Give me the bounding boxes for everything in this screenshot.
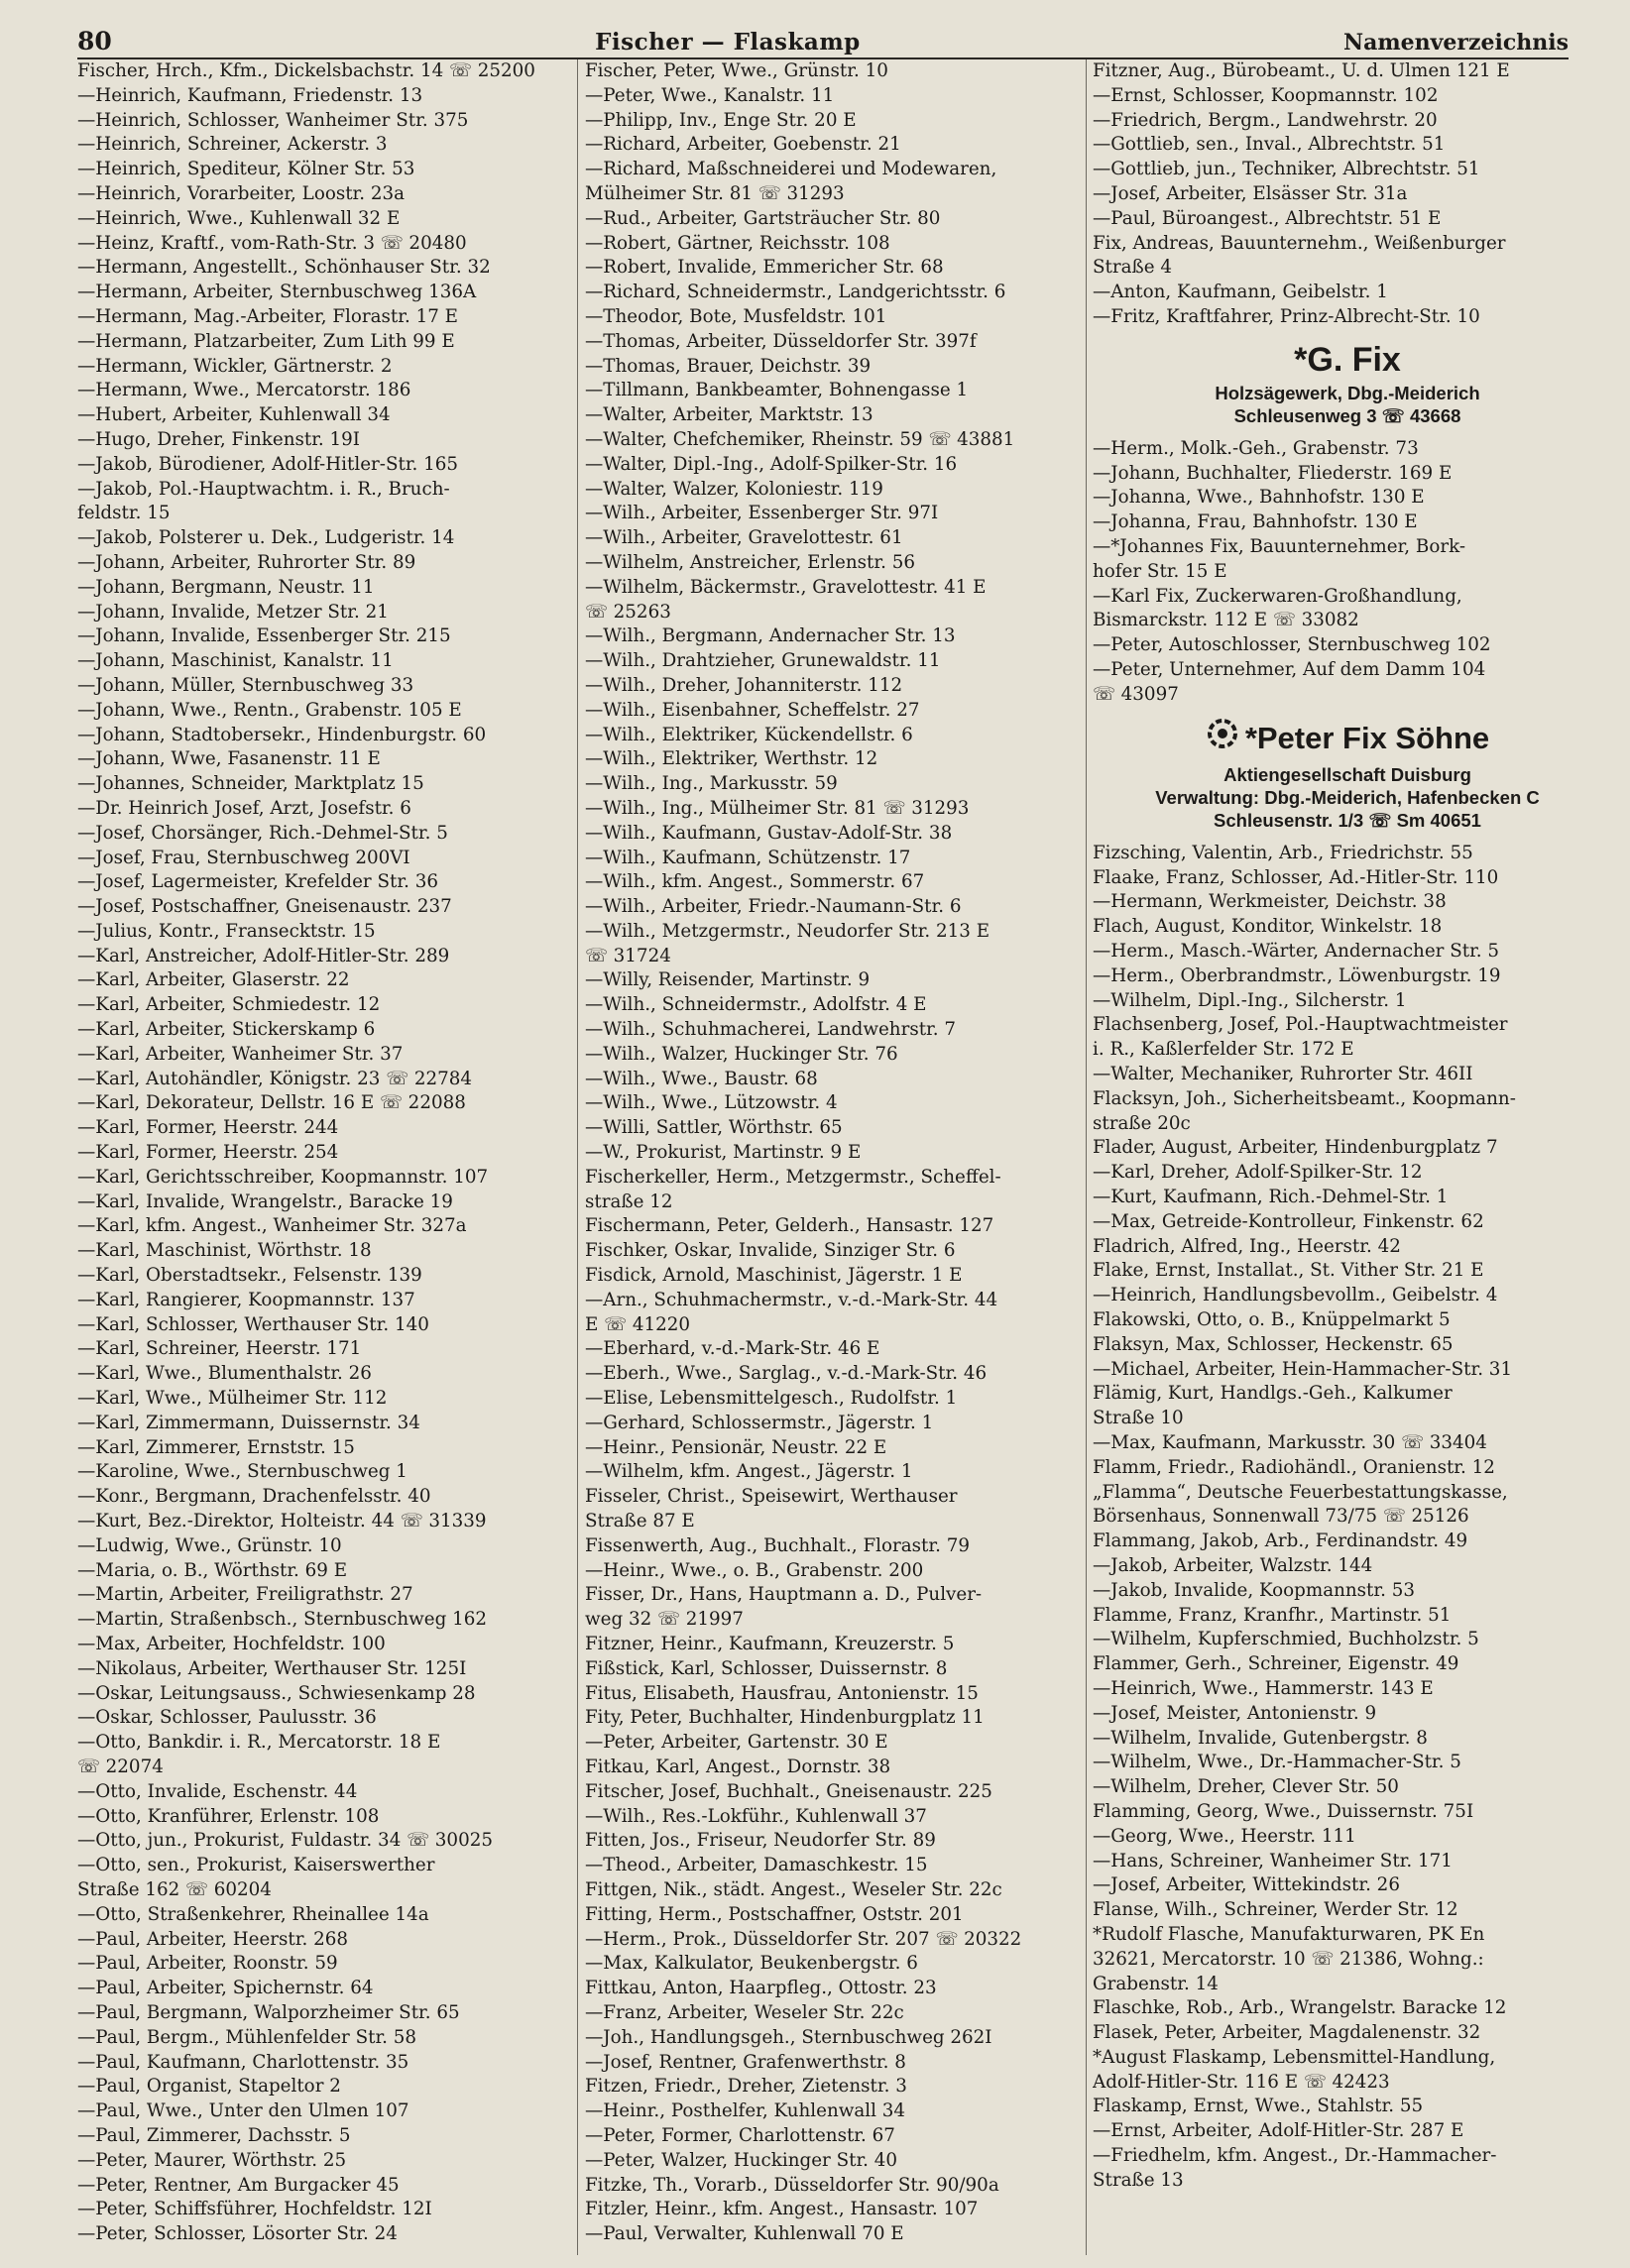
directory-entry: —Josef, Chorsänger, Rich.-Dehmel-Str. 5 bbox=[77, 822, 448, 844]
directory-entry: —Johann, Invalide, Essenberger Str. 215 bbox=[77, 625, 451, 647]
directory-entry: Flasek, Peter, Arbeiter, Magdalenenstr. 32 bbox=[1093, 2022, 1481, 2044]
directory-entry: Straße 10 bbox=[1093, 1408, 1184, 1429]
directory-entry: —Johann, Stadtobersekr., Hindenburgstr. 60 bbox=[77, 724, 487, 745]
directory-entry: Fitus, Elisabeth, Hausfrau, Antonienstr. 15 bbox=[585, 1682, 979, 1704]
company-logo-icon bbox=[1206, 717, 1239, 763]
directory-entry: —Thomas, Arbeiter, Düsseldorfer Str. 397f bbox=[585, 330, 977, 352]
directory-entry: —Michael, Arbeiter, Hein-Hammacher-Str. 31 bbox=[1093, 1358, 1513, 1380]
directory-entry: —Wilh., Arbeiter, Essenberger Str. 97I bbox=[585, 503, 939, 524]
ad-g-fix-title: *G. Fix bbox=[1294, 340, 1401, 379]
directory-entry: —Karl, Wwe., Mülheimer Str. 112 bbox=[77, 1388, 388, 1410]
directory-entry: Flake, Ernst, Installat., St. Vither Str. 21 E bbox=[1093, 1260, 1484, 1282]
directory-entry: —Walter, Mechaniker, Ruhrorter Str. 46II bbox=[1093, 1064, 1473, 1085]
directory-entry: —Jakob, Invalide, Koopmannstr. 53 bbox=[1093, 1579, 1415, 1601]
directory-entry: —Wilh., Res.-Lokführ., Kuhlenwall 37 bbox=[585, 1805, 927, 1827]
page-header bbox=[77, 20, 1569, 59]
directory-entry: —Hermann, Angestellt., Schönhauser Str. 32 bbox=[77, 257, 491, 279]
directory-entry: —Peter, Wwe., Kanalstr. 11 bbox=[585, 84, 835, 106]
directory-entry: —Karl, Former, Heerstr. 244 bbox=[77, 1117, 339, 1139]
directory-entry: —Hermann, Wwe., Mercatorstr. 186 bbox=[77, 380, 411, 401]
directory-entry: Fischker, Oskar, Invalide, Sinziger Str. 6 bbox=[585, 1240, 956, 1262]
directory-entry: Grabenstr. 14 bbox=[1093, 1973, 1219, 1994]
directory-entry: —W., Prokurist, Martinstr. 9 E bbox=[585, 1142, 862, 1164]
directory-entry: —Wilhelm, Wwe., Dr.-Hammacher-Str. 5 bbox=[1093, 1752, 1461, 1773]
directory-entry: —Otto, Straßenkehrer, Rheinallee 14a bbox=[77, 1903, 429, 1925]
directory-entry: —Hugo, Dreher, Finkenstr. 19I bbox=[77, 428, 361, 450]
directory-entry: —Otto, jun., Prokurist, Fuldastr. 34 ☏ 30025 bbox=[77, 1830, 493, 1852]
directory-entry: Flammer, Gerh., Schreiner, Eigenstr. 49 bbox=[1093, 1653, 1459, 1675]
directory-entry: straße 12 bbox=[585, 1191, 673, 1212]
directory-entry: —Wilh., Ing., Mülheimer Str. 81 ☏ 31293 bbox=[585, 797, 970, 819]
directory-entry: —Karl, Wwe., Blumenthalstr. 26 bbox=[77, 1363, 372, 1385]
directory-entry: —Wilhelm, Dipl.-Ing., Silcherstr. 1 bbox=[1093, 989, 1407, 1011]
directory-entry: —Johann, Wwe, Fasanenstr. 11 E bbox=[77, 748, 381, 770]
directory-entry: —Hermann, Platzarbeiter, Zum Lith 99 E bbox=[77, 330, 455, 352]
directory-entry: „Flamma“, Deutsche Feuerbestattungskasse, bbox=[1093, 1481, 1508, 1503]
directory-entry: —Wilh., Walzer, Huckinger Str. 76 bbox=[585, 1043, 898, 1065]
directory-entry: —Karl, Arbeiter, Stickerskamp 6 bbox=[77, 1019, 376, 1041]
directory-entry: —Kurt, Kaufmann, Rich.-Dehmel-Str. 1 bbox=[1093, 1187, 1449, 1207]
directory-entry: —Johann, Invalide, Metzer Str. 21 bbox=[77, 601, 389, 623]
directory-entry: —Robert, Invalide, Emmericher Str. 68 bbox=[585, 257, 944, 279]
directory-entry: —Johanna, Frau, Bahnhofstr. 130 E bbox=[1093, 511, 1418, 533]
directory-entry: —Paul, Büroangest., Albrechtstr. 51 E bbox=[1093, 207, 1442, 229]
directory-entry: weg 32 ☏ 21997 bbox=[585, 1609, 744, 1631]
directory-entry: —Karoline, Wwe., Sternbuschweg 1 bbox=[77, 1461, 408, 1483]
directory-entry: Fladrich, Alfred, Ing., Heerstr. 42 bbox=[1093, 1235, 1401, 1257]
directory-entry: —Peter, Schiffsführer, Hochfeldstr. 12I bbox=[77, 2199, 432, 2220]
directory-entry: —Fritz, Kraftfahrer, Prinz-Albrecht-Str. 10 bbox=[1093, 305, 1480, 327]
directory-entry: —Otto, Bankdir. i. R., Mercatorstr. 18 E bbox=[77, 1732, 441, 1754]
directory-entry: —Wilh., Schuhmacherei, Landwehrstr. 7 bbox=[585, 1019, 957, 1041]
column-1 bbox=[77, 59, 571, 2247]
directory-entry: Fix, Andreas, Bauunternehm., Weißenburger bbox=[1093, 232, 1506, 254]
directory-entry: —Wilhelm, Anstreicher, Erlenstr. 56 bbox=[585, 551, 915, 573]
directory-entry: —Paul, Wwe., Unter den Ulmen 107 bbox=[77, 2100, 409, 2122]
column-3-mid-entries bbox=[1093, 437, 1602, 708]
directory-entry: —Robert, Gärtner, Reichsstr. 108 bbox=[585, 232, 890, 254]
directory-entry: —Paul, Arbeiter, Spichernstr. 64 bbox=[77, 1978, 374, 1999]
directory-entry: —Paul, Arbeiter, Roonstr. 59 bbox=[77, 1953, 338, 1975]
directory-entry: Fitzke, Th., Vorarb., Düsseldorfer Str. 90/90a bbox=[585, 2174, 999, 2196]
directory-entry: —Martin, Arbeiter, Freiligrathstr. 27 bbox=[77, 1584, 413, 1606]
directory-entry: —Rud., Arbeiter, Gartsträucher Str. 80 bbox=[585, 207, 941, 229]
ad-g-fix-line1: Holzsägewerk, Dbg.-Meiderich bbox=[1215, 382, 1480, 403]
directory-entry: —Josef, Postschaffner, Gneisenaustr. 237 bbox=[77, 896, 452, 918]
directory-entry: —Herm., Oberbrandmstr., Löwenburgstr. 19 bbox=[1093, 964, 1501, 986]
directory-entry: —Wilh., kfm. Angest., Sommerstr. 67 bbox=[585, 871, 925, 893]
directory-entry: —Karl, Schlosser, Werthauser Str. 140 bbox=[77, 1313, 429, 1335]
directory-entry: —Max, Kaufmann, Markusstr. 30 ☏ 33404 bbox=[1093, 1431, 1487, 1453]
directory-entry: —Wilh., Kaufmann, Gustav-Adolf-Str. 38 bbox=[585, 822, 953, 844]
directory-entry: —Jakob, Polsterer u. Dek., Ludgeristr. 14 bbox=[77, 527, 455, 549]
directory-entry: —Heinrich, Vorarbeiter, Loostr. 23a bbox=[77, 182, 406, 204]
directory-entry: Flämig, Kurt, Handlgs.-Geh., Kalkumer bbox=[1093, 1383, 1453, 1405]
directory-entry: —Wilh., Bergmann, Andernacher Str. 13 bbox=[585, 625, 956, 647]
directory-entry: —Paul, Arbeiter, Heerstr. 268 bbox=[77, 1928, 349, 1950]
column-3 bbox=[1093, 59, 1602, 2194]
directory-entry: ☏ 25263 bbox=[585, 601, 671, 623]
directory-entry: —Walter, Dipl.-Ing., Adolf-Spilker-Str. 16 bbox=[585, 453, 958, 475]
page-title: Fischer — Flaskamp bbox=[595, 29, 861, 56]
ad-g-fix-line2: Schleusenweg 3 ☏ 43668 bbox=[1233, 404, 1461, 426]
directory-entry: —Karl, Dekorateur, Dellstr. 16 E ☏ 22088 bbox=[77, 1092, 466, 1114]
directory-entry: —Paul, Bergm., Mühlenfelder Str. 58 bbox=[77, 2026, 417, 2048]
directory-entry: —Johann, Arbeiter, Ruhrorter Str. 89 bbox=[77, 551, 416, 573]
directory-entry: Börsenhaus, Sonnenwall 73/75 ☏ 25126 bbox=[1093, 1506, 1469, 1528]
directory-entry: —Jakob, Arbeiter, Walzstr. 144 bbox=[1093, 1554, 1373, 1576]
column-divider bbox=[577, 59, 578, 2255]
directory-entry: —Otto, Invalide, Eschenstr. 44 bbox=[77, 1780, 358, 1802]
directory-entry: —Karl, Former, Heerstr. 254 bbox=[77, 1142, 339, 1164]
directory-entry: —Wilh., Elektriker, Kückendellstr. 6 bbox=[585, 724, 913, 745]
directory-entry: —Dr. Heinrich Josef, Arzt, Josefstr. 6 bbox=[77, 797, 411, 819]
directory-entry: —Karl, Zimmerer, Ernststr. 15 bbox=[77, 1436, 355, 1458]
directory-entry: —Karl, Dreher, Adolf-Spilker-Str. 12 bbox=[1093, 1162, 1423, 1184]
directory-entry: —Walter, Walzer, Koloniestr. 119 bbox=[585, 478, 883, 500]
directory-entry: Fitzler, Heinr., kfm. Angest., Hansastr. 107 bbox=[585, 2199, 979, 2220]
directory-entry: —Walter, Chefchemiker, Rheinstr. 59 ☏ 43881 bbox=[585, 428, 1015, 450]
directory-entry: —Heinrich, Schlosser, Wanheimer Str. 375 bbox=[77, 109, 469, 131]
directory-entry: Fisdick, Arnold, Maschinist, Jägerstr. 1 E bbox=[585, 1265, 963, 1287]
directory-entry: —Theodor, Bote, Musfeldstr. 101 bbox=[585, 305, 887, 327]
directory-entry: —Arn., Schuhmachermstr., v.-d.-Mark-Str. 44 bbox=[585, 1289, 998, 1310]
directory-entry: —Karl, kfm. Angest., Wanheimer Str. 327a bbox=[77, 1215, 467, 1237]
directory-entry: —Heinrich, Spediteur, Kölner Str. 53 bbox=[77, 159, 415, 180]
directory-entry: —Karl, Zimmermann, Duissernstr. 34 bbox=[77, 1412, 420, 1433]
directory-entry: —Peter, Walzer, Huckinger Str. 40 bbox=[585, 2149, 898, 2171]
directory-entry: —Karl, Arbeiter, Schmiedestr. 12 bbox=[77, 994, 381, 1016]
directory-entry: Flaskamp, Ernst, Wwe., Stahlstr. 55 bbox=[1093, 2096, 1424, 2117]
directory-entry: Flamme, Franz, Kranfhr., Martinstr. 51 bbox=[1093, 1604, 1452, 1626]
directory-entry: —Wilh., Kaufmann, Schützenstr. 17 bbox=[585, 847, 911, 868]
directory-entry: —Walter, Arbeiter, Marktstr. 13 bbox=[585, 404, 873, 426]
directory-entry: Flanse, Wilh., Schreiner, Werder Str. 12 bbox=[1093, 1899, 1458, 1921]
directory-entry: —Ernst, Schlosser, Koopmannstr. 102 bbox=[1093, 84, 1439, 106]
directory-entry: —Josef, Lagermeister, Krefelder Str. 36 bbox=[77, 871, 438, 893]
column-3-bottom-entries bbox=[1093, 842, 1602, 2194]
directory-entry: —Friedhelm, kfm. Angest., Dr.-Hammacher- bbox=[1093, 2145, 1497, 2167]
ad-peter-fix-soehne bbox=[1093, 716, 1602, 832]
directory-entry: —Wilh., Wwe., Lützowstr. 4 bbox=[585, 1092, 838, 1114]
directory-entry: —Ernst, Arbeiter, Adolf-Hitler-Str. 287 E bbox=[1093, 2120, 1464, 2142]
directory-entry: —Paul, Bergmann, Walporzheimer Str. 65 bbox=[77, 2001, 460, 2023]
directory-entry: —Peter, Former, Charlottenstr. 67 bbox=[585, 2124, 895, 2146]
directory-entry: —Friedrich, Bergm., Landwehrstr. 20 bbox=[1093, 109, 1438, 131]
directory-entry: —Oskar, Schlosser, Paulusstr. 36 bbox=[77, 1707, 377, 1729]
directory-entry: Straße 13 bbox=[1093, 2169, 1184, 2191]
directory-entry: —Wilh., Metzgermstr., Neudorfer Str. 213 E bbox=[585, 920, 990, 942]
directory-entry: —Wilh., Dreher, Johanniterstr. 112 bbox=[585, 674, 903, 696]
directory-entry: —Wilh., Arbeiter, Friedr.-Naumann-Str. 6 bbox=[585, 896, 962, 918]
directory-entry: —Konr., Bergmann, Drachenfelsstr. 40 bbox=[77, 1486, 431, 1508]
directory-entry: —Johanna, Wwe., Bahnhofstr. 130 E bbox=[1093, 487, 1425, 509]
directory-entry: Flacksyn, Joh., Sicherheitsbeamt., Koopmann- bbox=[1093, 1087, 1516, 1109]
directory-entry: —Karl Fix, Zuckerwaren-Großhandlung, bbox=[1093, 585, 1462, 607]
directory-entry: straße 20c bbox=[1093, 1112, 1191, 1134]
directory-entry: Fischer, Peter, Wwe., Grünstr. 10 bbox=[585, 60, 888, 81]
directory-entry: Fitting, Herm., Postschaffner, Oststr. 201 bbox=[585, 1903, 964, 1925]
directory-entry: —Johann, Buchhalter, Fliederstr. 169 E bbox=[1093, 462, 1453, 484]
directory-entry: —Elise, Lebensmittelgesch., Rudolfstr. 1 bbox=[585, 1388, 958, 1410]
directory-entry: —Wilhelm, Dreher, Clever Str. 50 bbox=[1093, 1776, 1399, 1798]
directory-entry: —Peter, Maurer, Wörthstr. 25 bbox=[77, 2149, 347, 2171]
directory-entry: —Johann, Bergmann, Neustr. 11 bbox=[77, 576, 375, 598]
directory-entry: Flader, August, Arbeiter, Hindenburgplatz 7 bbox=[1093, 1137, 1498, 1159]
directory-entry: feldstr. 15 bbox=[77, 503, 171, 524]
directory-entry: —Paul, Zimmerer, Dachsstr. 5 bbox=[77, 2124, 351, 2146]
directory-entry: —*Johannes Fix, Bauunternehmer, Bork- bbox=[1093, 535, 1465, 557]
directory-entry: —Eberhard, v.-d.-Mark-Str. 46 E bbox=[585, 1338, 880, 1360]
directory-entry: —Hubert, Arbeiter, Kuhlenwall 34 bbox=[77, 404, 391, 426]
directory-entry: Flaschke, Rob., Arb., Wrangelstr. Baracke 12 bbox=[1093, 1997, 1507, 2019]
directory-entry: Fisser, Dr., Hans, Hauptmann a. D., Pulver- bbox=[585, 1584, 983, 1606]
directory-entry: —Heinr., Pensionär, Neustr. 22 E bbox=[585, 1436, 887, 1458]
directory-entry: Fitzen, Friedr., Dreher, Zietenstr. 3 bbox=[585, 2076, 907, 2098]
directory-entry: —Julius, Kontr., Fransecktstr. 15 bbox=[77, 920, 376, 942]
directory-entry: Straße 4 bbox=[1093, 257, 1172, 279]
directory-entry: —Johannes, Schneider, Marktplatz 15 bbox=[77, 773, 424, 795]
directory-entry: Flaake, Franz, Schlosser, Ad.-Hitler-Str. 110 bbox=[1093, 866, 1499, 888]
section-title: Namenverzeichnis bbox=[1343, 30, 1569, 56]
directory-entry: —Josef, Arbeiter, Wittekindstr. 26 bbox=[1093, 1874, 1400, 1896]
directory-entry: —Georg, Wwe., Heerstr. 111 bbox=[1093, 1825, 1356, 1847]
directory-entry: —Kurt, Bez.-Direktor, Holteistr. 44 ☏ 31339 bbox=[77, 1511, 487, 1532]
directory-entry: —Josef, Arbeiter, Elsässer Str. 31a bbox=[1093, 182, 1408, 204]
directory-entry: —Peter, Unternehmer, Auf dem Damm 104 bbox=[1093, 658, 1486, 680]
directory-entry: —Karl, Schreiner, Heerstr. 171 bbox=[77, 1338, 362, 1360]
directory-entry: —Wilhelm, Bäckermstr., Gravelottestr. 41 E bbox=[585, 576, 987, 598]
directory-entry: —Heinrich, Handlungsbevollm., Geibelstr. 4 bbox=[1093, 1285, 1498, 1306]
directory-entry: —Paul, Verwalter, Kuhlenwall 70 E bbox=[585, 2223, 904, 2245]
directory-entry: —Peter, Rentner, Am Burgacker 45 bbox=[77, 2174, 400, 2196]
column-2 bbox=[585, 59, 1081, 2247]
directory-entry: Fizsching, Valentin, Arb., Friedrichstr. 55 bbox=[1093, 842, 1473, 863]
directory-entry: Fitzner, Heinr., Kaufmann, Kreuzerstr. 5 bbox=[585, 1634, 955, 1654]
directory-entry: —Thomas, Brauer, Deichstr. 39 bbox=[585, 355, 872, 377]
directory-entry: —Max, Kalkulator, Beukenbergstr. 6 bbox=[585, 1953, 918, 1975]
directory-entry: —Herm., Masch.-Wärter, Andernacher Str. 5 bbox=[1093, 941, 1500, 963]
directory-entry: —Karl, Arbeiter, Wanheimer Str. 37 bbox=[77, 1043, 404, 1065]
directory-entry: —Karl, Maschinist, Wörthstr. 18 bbox=[77, 1240, 372, 1262]
directory-entry: Fißstick, Karl, Schlosser, Duissernstr. 8 bbox=[585, 1657, 948, 1679]
directory-entry: —Wilhelm, kfm. Angest., Jägerstr. 1 bbox=[585, 1461, 913, 1483]
directory-entry: —Paul, Kaufmann, Charlottenstr. 35 bbox=[77, 2051, 409, 2073]
ad-peter-fix-title: *Peter Fix Söhne bbox=[1244, 720, 1490, 755]
directory-entry: —Heinrich, Kaufmann, Friedenstr. 13 bbox=[77, 84, 423, 106]
directory-entry: Flakowski, Otto, o. B., Knüppelmarkt 5 bbox=[1093, 1308, 1451, 1330]
directory-entry: Straße 87 E bbox=[585, 1511, 695, 1532]
directory-entry: —Eberh., Wwe., Sarglag., v.-d.-Mark-Str. 46 bbox=[585, 1363, 988, 1385]
directory-entry: —Franz, Arbeiter, Weseler Str. 22c bbox=[585, 2001, 904, 2023]
directory-entry: —Otto, Kranführer, Erlenstr. 108 bbox=[77, 1805, 380, 1827]
directory-entry: —Philipp, Inv., Enge Str. 20 E bbox=[585, 109, 857, 131]
directory-entry: —Joh., Handlungsgeh., Sternbuschweg 262I bbox=[585, 2026, 992, 2048]
directory-entry: —Oskar, Leitungsauss., Schwiesenkamp 28 bbox=[77, 1682, 476, 1704]
directory-entry: —Gottlieb, sen., Inval., Albrechtstr. 51 bbox=[1093, 134, 1446, 156]
directory-entry: —Karl, Anstreicher, Adolf-Hitler-Str. 289 bbox=[77, 945, 450, 966]
directory-entry: —Josef, Rentner, Grafenwerthstr. 8 bbox=[585, 2051, 906, 2073]
directory-entry: Fischermann, Peter, Gelderh., Hansastr. 127 bbox=[585, 1215, 994, 1237]
directory-entry: —Johann, Müller, Sternbuschweg 33 bbox=[77, 674, 414, 696]
directory-entry: —Wilh., Drahtzieher, Grunewaldstr. 11 bbox=[585, 650, 941, 672]
directory-entry: —Heinrich, Schreiner, Ackerstr. 3 bbox=[77, 134, 388, 156]
directory-entry: —Herm., Prok., Düsseldorfer Str. 207 ☏ 20322 bbox=[585, 1928, 1022, 1950]
directory-entry: —Hermann, Werkmeister, Deichstr. 38 bbox=[1093, 891, 1447, 913]
directory-entry: —Theod., Arbeiter, Damaschkestr. 15 bbox=[585, 1855, 928, 1876]
directory-entry: —Karl, Autohändler, Königstr. 23 ☏ 22784 bbox=[77, 1068, 473, 1089]
directory-entry: —Anton, Kaufmann, Geibelstr. 1 bbox=[1093, 282, 1388, 303]
directory-entry: —Gottlieb, jun., Techniker, Albrechtstr. 51 bbox=[1093, 159, 1480, 180]
directory-entry: Fischer, Hrch., Kfm., Dickelsbachstr. 14 ☏ 25200 bbox=[77, 60, 535, 81]
directory-entry: i. R., Kaßlerfelder Str. 172 E bbox=[1093, 1039, 1354, 1061]
directory-entry: *Rudolf Flasche, Manufakturwaren, PK En bbox=[1093, 1923, 1485, 1945]
directory-entry: Bismarckstr. 112 E ☏ 33082 bbox=[1093, 610, 1359, 631]
directory-entry: —Johann, Maschinist, Kanalstr. 11 bbox=[77, 650, 394, 672]
directory-entry: —Heinrich, Wwe., Hammerstr. 143 E bbox=[1093, 1677, 1434, 1699]
directory-entry: —Josef, Frau, Sternbuschweg 200VI bbox=[77, 847, 410, 868]
directory-entry: Flammang, Jakob, Arb., Ferdinandstr. 49 bbox=[1093, 1531, 1468, 1552]
directory-entry: —Martin, Straßenbsch., Sternbuschweg 162 bbox=[77, 1609, 488, 1631]
directory-entry: —Josef, Meister, Antonienstr. 9 bbox=[1093, 1702, 1377, 1724]
directory-entry: —Karl, Invalide, Wrangelstr., Baracke 19 bbox=[77, 1191, 453, 1212]
column-divider bbox=[1086, 59, 1087, 2255]
directory-entry: —Karl, Rangierer, Koopmannstr. 137 bbox=[77, 1289, 415, 1310]
directory-entry: —Herm., Molk.-Geh., Grabenstr. 73 bbox=[1093, 437, 1419, 459]
directory-entry: Fittgen, Nik., städt. Angest., Weseler Str. 22c bbox=[585, 1878, 1002, 1900]
directory-entry: —Hermann, Wickler, Gärtnerstr. 2 bbox=[77, 355, 393, 377]
directory-entry: —Wilh., Elektriker, Werthstr. 12 bbox=[585, 748, 878, 770]
directory-entry: ☏ 43097 bbox=[1093, 683, 1179, 705]
directory-entry: Flaksyn, Max, Schlosser, Heckenstr. 65 bbox=[1093, 1333, 1454, 1355]
page-number: 80 bbox=[77, 27, 112, 56]
directory-entry: —Karl, Gerichtsschreiber, Koopmannstr. 107 bbox=[77, 1166, 489, 1188]
directory-entry: Fittkau, Anton, Haarpfleg., Ottostr. 23 bbox=[585, 1978, 937, 1999]
directory-entry: —Otto, sen., Prokurist, Kaiserswerther bbox=[77, 1855, 435, 1876]
directory-entry: —Peter, Schlosser, Lösorter Str. 24 bbox=[77, 2223, 398, 2245]
directory-entry: Flamm, Friedr., Radiohändl., Oranienstr. 12 bbox=[1093, 1456, 1495, 1478]
directory-entry: —Tillmann, Bankbeamter, Bohnengasse 1 bbox=[585, 380, 969, 401]
directory-entry: 32621, Mercatorstr. 10 ☏ 21386, Wohng.: bbox=[1093, 1948, 1484, 1970]
directory-entry: Mülheimer Str. 81 ☏ 31293 bbox=[585, 182, 845, 204]
ad-g-fix bbox=[1093, 338, 1602, 427]
directory-entry: —Karl, Oberstadtsekr., Felsenstr. 139 bbox=[77, 1265, 422, 1287]
directory-entry: —Willy, Reisender, Martinstr. 9 bbox=[585, 969, 871, 991]
directory-entry: —Wilh., Schneidermstr., Adolfstr. 4 E bbox=[585, 994, 927, 1016]
directory-entry: —Richard, Maßschneiderei und Modewaren, bbox=[585, 159, 997, 180]
directory-entry: Straße 162 ☏ 60204 bbox=[77, 1878, 272, 1900]
directory-entry: Flach, August, Konditor, Winkelstr. 18 bbox=[1093, 916, 1443, 938]
directory-entry: —Gerhard, Schlossermstr., Jägerstr. 1 bbox=[585, 1412, 934, 1433]
directory-entry: —Wilh., Arbeiter, Gravelottestr. 61 bbox=[585, 527, 903, 549]
directory-entry: Fitscher, Josef, Buchhalt., Gneisenaustr. 225 bbox=[585, 1780, 992, 1802]
directory-entry: —Paul, Organist, Stapeltor 2 bbox=[77, 2076, 341, 2098]
directory-entry: —Hans, Schreiner, Wanheimer Str. 171 bbox=[1093, 1850, 1453, 1871]
directory-entry: —Willi, Sattler, Wörthstr. 65 bbox=[585, 1117, 843, 1139]
directory-entry: E ☏ 41220 bbox=[585, 1313, 690, 1335]
directory-entry: Fity, Peter, Buchhalter, Hindenburgplatz 11 bbox=[585, 1707, 985, 1729]
directory-entry: —Wilh., Wwe., Baustr. 68 bbox=[585, 1068, 818, 1089]
ad-peter-fix-line2: Verwaltung: Dbg.-Meiderich, Hafenbecken C bbox=[1155, 786, 1540, 808]
directory-entry: Fitten, Jos., Friseur, Neudorfer Str. 89 bbox=[585, 1830, 936, 1852]
directory-entry: *August Flaskamp, Lebensmittel-Handlung, bbox=[1093, 2046, 1496, 2068]
directory-entry: —Jakob, Pol.-Hauptwachtm. i. R., Bruch- bbox=[77, 478, 450, 500]
directory-entry: —Peter, Autoschlosser, Sternbuschweg 102 bbox=[1093, 634, 1491, 656]
directory-entry: —Hermann, Mag.-Arbeiter, Florastr. 17 E bbox=[77, 305, 458, 327]
directory-entry: —Heinr., Wwe., o. B., Grabenstr. 200 bbox=[585, 1559, 924, 1581]
directory-entry: —Nikolaus, Arbeiter, Werthauser Str. 125I bbox=[77, 1657, 467, 1679]
directory-entry: —Hermann, Arbeiter, Sternbuschweg 136A bbox=[77, 282, 477, 303]
directory-entry: —Richard, Arbeiter, Goebenstr. 21 bbox=[585, 134, 901, 156]
directory-entry: Fitzner, Aug., Bürobeamt., U. d. Ulmen 121 E bbox=[1093, 60, 1510, 81]
directory-entry: —Wilhelm, Invalide, Gutenbergstr. 8 bbox=[1093, 1727, 1428, 1749]
directory-entry: hofer Str. 15 E bbox=[1093, 560, 1227, 582]
column-3-top-entries bbox=[1093, 59, 1602, 330]
ad-peter-fix-line1: Aktiengesellschaft Duisburg bbox=[1223, 763, 1471, 785]
directory-entry: —Maria, o. B., Wörthstr. 69 E bbox=[77, 1559, 348, 1581]
directory-entry: Adolf-Hitler-Str. 116 E ☏ 42423 bbox=[1093, 2071, 1390, 2093]
directory-entry: Flachsenberg, Josef, Pol.-Hauptwachtmeister bbox=[1093, 1014, 1508, 1036]
directory-entry: —Richard, Schneidermstr., Landgerichtsstr. 6 bbox=[585, 282, 1006, 303]
directory-entry: —Jakob, Bürodiener, Adolf-Hitler-Str. 165 bbox=[77, 453, 459, 475]
directory-entry: —Heinr., Posthelfer, Kuhlenwall 34 bbox=[585, 2100, 906, 2122]
directory-entry: —Wilhelm, Kupferschmied, Buchholzstr. 5 bbox=[1093, 1629, 1479, 1650]
directory-entry: ☏ 31724 bbox=[585, 945, 671, 966]
directory-entry: —Peter, Arbeiter, Gartenstr. 30 E bbox=[585, 1732, 888, 1754]
directory-entry: —Heinz, Kraftf., vom-Rath-Str. 3 ☏ 20480 bbox=[77, 232, 467, 254]
directory-entry: —Wilh., Ing., Markusstr. 59 bbox=[585, 773, 838, 795]
directory-entry: —Heinrich, Wwe., Kuhlenwall 32 E bbox=[77, 207, 401, 229]
directory-entry: Fisseler, Christ., Speisewirt, Werthauser bbox=[585, 1486, 958, 1508]
directory-entry: —Johann, Wwe., Rentn., Grabenstr. 105 E bbox=[77, 699, 462, 721]
ad-peter-fix-line3: Schleusenstr. 1/3 ☏ Sm 40651 bbox=[1214, 809, 1481, 831]
directory-entry: —Karl, Arbeiter, Glaserstr. 22 bbox=[77, 969, 350, 991]
directory-entry: Fitkau, Karl, Angest., Dornstr. 38 bbox=[585, 1756, 891, 1777]
directory-entry: Flamming, Georg, Wwe., Duissernstr. 75I bbox=[1093, 1800, 1474, 1822]
directory-entry: Fissenwerth, Aug., Buchhalt., Florastr. 79 bbox=[585, 1534, 970, 1556]
directory-entry: —Max, Arbeiter, Hochfeldstr. 100 bbox=[77, 1634, 386, 1654]
directory-entry: —Ludwig, Wwe., Grünstr. 10 bbox=[77, 1534, 342, 1556]
directory-entry: —Max, Getreide-Kontrolleur, Finkenstr. 62 bbox=[1093, 1210, 1484, 1232]
directory-entry: —Wilh., Eisenbahner, Scheffelstr. 27 bbox=[585, 699, 920, 721]
directory-entry: Fischerkeller, Herm., Metzgermstr., Scheffel- bbox=[585, 1166, 1001, 1188]
directory-entry: ☏ 22074 bbox=[77, 1756, 164, 1777]
